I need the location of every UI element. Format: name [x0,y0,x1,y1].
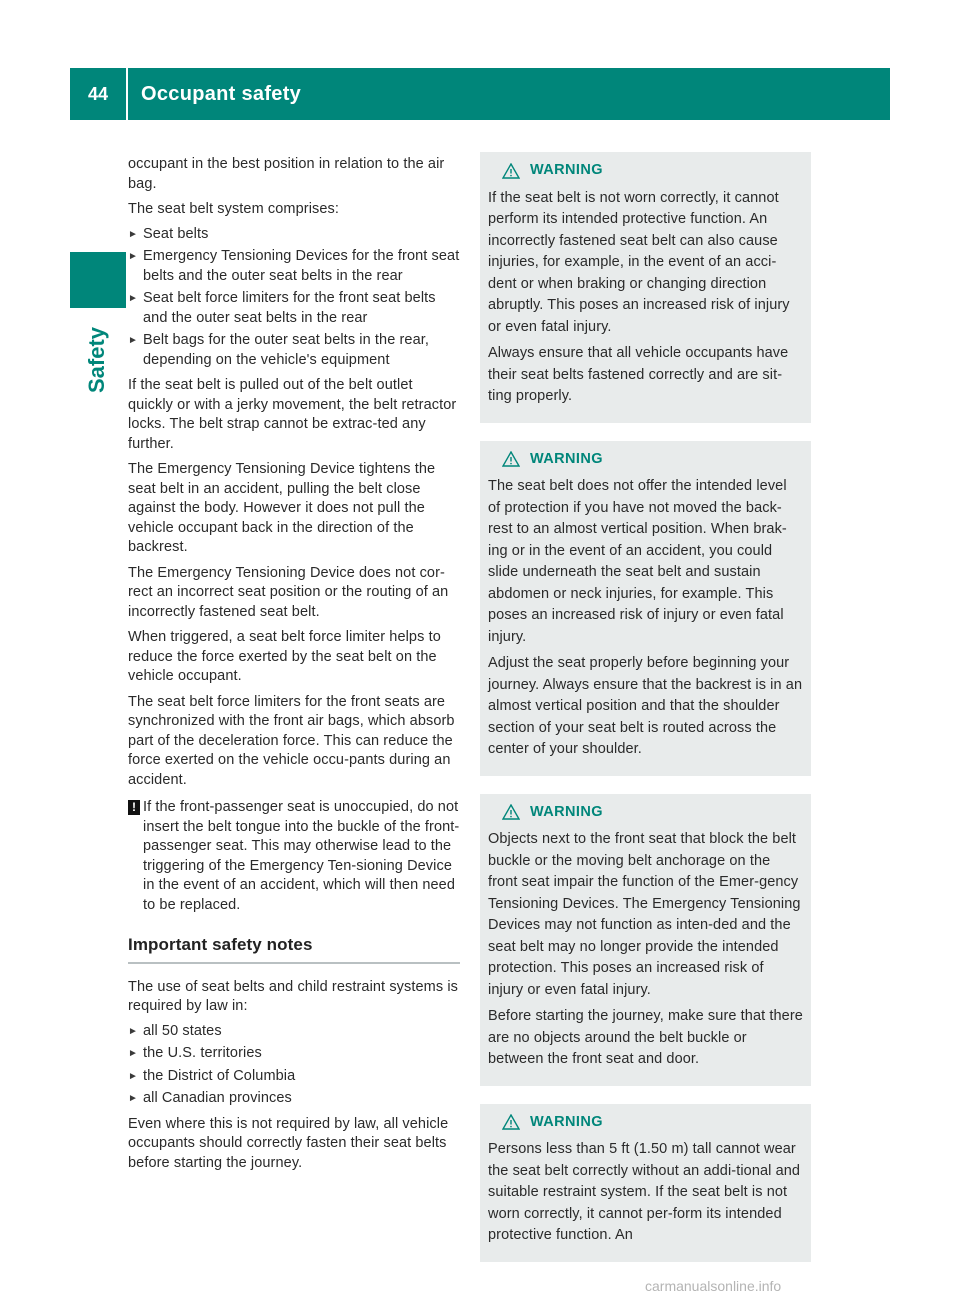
warning-triangle-icon [502,451,520,467]
warning-paragraph: Adjust the seat properly before beginning your journey. Always ensure that the backrest is in an almost vertical position and that the shoulder section of your seat belt is routed across the center of your shoulder. [488,655,803,757]
paragraph: The Emergency Tensioning Device does not cor-rect an incorrect seat position or the routing of an incorrectly fastened seat belt. [128,564,449,620]
list-item: ► the District of Columbia [128,1067,460,1087]
bullet-icon: ► [128,1025,138,1037]
list-item: ► Belt bags for the outer seat belts in the rear, depending on the vehicle's equipment [128,332,430,368]
notice [128,798,460,915]
warning-box [480,794,811,1086]
paragraph: The seat belt force limiters for the front seats are synchronized with the front air bags, which absorb part of the deceleration force. This can reduce the force exerted on the vehicle occu-pants during an accident. [128,693,455,788]
section-heading: Important safety notes [128,935,460,964]
section-side-label: Safety [84,326,110,394]
bullet-icon: ► [128,228,138,240]
warning-box [480,152,811,423]
list-item: ► Seat belts [128,225,460,245]
bullet-icon: ► [128,251,138,262]
warning-paragraph: Always ensure that all vehicle occupants have their seat belts fastened correctly and are sit-ting properly. [488,345,789,404]
paragraph: If the seat belt is pulled out of the belt outlet quickly or with a jerky movement, the belt retractor locks. The belt strap cannot be extrac-ted any further. [128,377,457,452]
bullet-icon: ► [128,1070,138,1082]
warning-heading: WARNING [502,160,803,182]
warning-heading: WARNING [502,449,803,471]
bullet-icon: ► [128,1093,138,1104]
warning-paragraph: Before starting the journey, make sure that there are no objects around the belt buckle or between the front seat and door. [488,1008,803,1067]
paragraph: Even where this is not required by law, all vehicle occupants should correctly fasten their seat belts before starting the journey. [128,1115,449,1171]
page-number: 44 [87,83,109,104]
warning-paragraph: If the seat belt is not worn correctly, it cannot perform its intended protective function. An incorrectly fastened seat belt can also cause injuries, for example, in the event of an acci-dent or when braking or changing direction abruptly. This poses an increased risk of injury or even fatal injury. [488,189,790,335]
bullet-icon: ► [128,293,138,304]
list-item: ► all Canadian provinces [128,1089,460,1109]
list-item: ► Emergency Tensioning Devices for the front seat belts and the outer seat belts in the rear [128,248,460,284]
section-tab-marker [70,252,126,308]
bullet-icon: ► [128,1048,138,1059]
paragraph: The Emergency Tensioning Device tightens the seat belt in an accident, pulling the belt close against the body. However it does not pull the vehicle occupant back in the direction of the backrest. [128,461,436,555]
warning-triangle-icon [502,804,520,820]
exclamation-icon: ! [128,800,140,815]
header-divider [126,68,128,120]
list-item: ► Seat belt force limiters for the front seat belts and the outer seat belts in the rear [128,290,436,326]
list-item: ► the U.S. territories [128,1044,460,1064]
right-column [480,152,811,1280]
jurisdiction-list [128,1022,460,1109]
warning-paragraph: Persons less than 5 ft (1.50 m) tall cannot wear the seat belt correctly without an addi-tional and suitable restraint system. If the seat belt is not worn correctly, it cannot per-form its intended protective function. An [488,1141,801,1243]
paragraph: occupant in the best position in relation to the air bag. [128,156,445,192]
seat-belt-components-list [128,225,460,371]
list-item: ► all 50 states [128,1022,460,1042]
paragraph: When triggered, a seat belt force limiter helps to reduce the force exerted by the seat belt on the vehicle occupant. [128,629,441,684]
bullet-icon: ► [128,335,138,346]
page-title: Occupant safety [141,82,302,105]
warning-heading: WARNING [502,1112,803,1134]
warning-paragraph: The seat belt does not offer the intended level of protection if you have not moved the back-rest to an almost vertical position. When brak-ing or in the event of an accident, you could slide underneath the seat belt and sustain abdomen or neck injuries, for example. This poses an increased risk of injury or even fatal injury. [488,478,787,645]
warning-box [480,441,811,776]
paragraph: The seat belt system comprises: [128,201,340,217]
warning-triangle-icon [502,1114,520,1130]
notice-text: If the front-passenger seat is unoccupied, do not insert the belt tongue into the buckle of the front-passenger seat. This may otherwise lead to the triggering of the Emergency Ten-sioning Device in the event of an accident, which will then need to be replaced. [143,799,460,913]
watermark: carmanualsonline.info [645,1278,782,1294]
paragraph: The use of seat belts and child restraint systems is required by law in: [128,978,458,1014]
warning-heading: WARNING [502,802,803,824]
warning-paragraph: Objects next to the front seat that block the belt buckle or the moving belt anchorage on the front seat impair the function of the Emer-gency Tensioning Devices. The Emergency Tensioning Devices may not function as inten-ded and the seat belt may no longer provide the intended protection. This poses an increased risk of injury or even fatal injury. [488,831,801,998]
warning-box [480,1104,811,1262]
warning-triangle-icon [502,163,520,179]
left-column [128,155,460,1179]
